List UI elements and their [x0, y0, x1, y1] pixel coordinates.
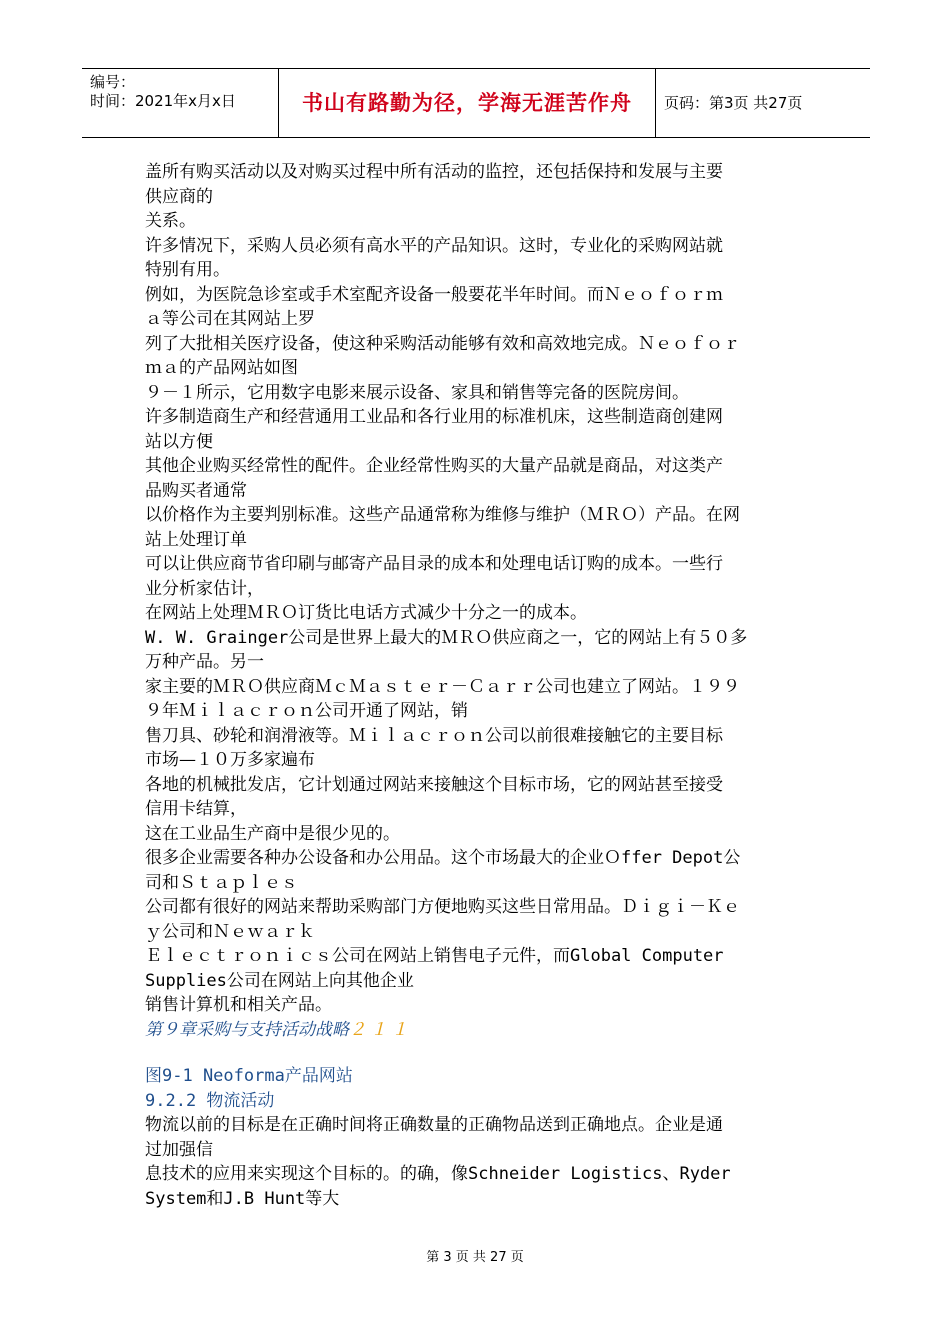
section-heading: 9.2.2 物流活动	[145, 1090, 275, 1111]
text-line: 在网站上处理ＭＲＯ订货比电话方式减少十分之一的成本。	[145, 603, 587, 623]
text-line: 这在工业品生产商中是很少见的。	[145, 823, 400, 844]
spacer	[145, 1042, 805, 1064]
text-line: 过加强信	[145, 1139, 213, 1160]
text-line: 售刀具、砂轮和润滑液等。Ｍｉｌａｃｒｏｎ公司以前很难接触它的主要目标	[145, 725, 723, 746]
text-line: 销售计算机和相关产品。	[145, 995, 332, 1015]
text-line: 公司都有很好的网站来帮助采购部门方便地购买这些日常用品。Ｄｉｇｉ－Ｋｅ	[145, 897, 740, 917]
text-line: W. W. Grainger公司是世界上最大的ＭＲＯ供应商之一，它的网站上有５０多	[145, 627, 748, 648]
text-line: System和J.B Hunt等大	[145, 1188, 340, 1209]
text-line: 信用卡结算，	[145, 799, 247, 819]
text-line: ｙ公司和Ｎｅｗａｒｋ	[145, 921, 315, 942]
text-line: ９－１所示，它用数字电影来展示设备、家具和销售等完备的医院房间。	[145, 382, 689, 403]
text-line: 特别有用。	[145, 260, 230, 280]
text-line: 以价格作为主要判别标准。这些产品通常称为维修与维护（ＭＲＯ）产品。在网	[145, 505, 740, 525]
header-page-info: 页码：第3页 共27页	[664, 94, 803, 112]
text-line: 很多企业需要各种办公设备和办公用品。这个市场最大的企业Ｏffer Depot公	[145, 848, 741, 868]
text-line: ９年Ｍｉｌａｃｒｏｎ公司开通了网站，销	[145, 701, 468, 721]
header-meta	[90, 73, 268, 111]
text-line: 许多制造商生产和经营通用工业品和各行业用的标准机床，这些制造商创建网	[145, 407, 723, 427]
text-line: 供应商的	[145, 186, 213, 207]
text-line: 各地的机械批发店，它计划通过网站来接触这个目标市场，它的网站甚至接受	[145, 774, 723, 795]
text-line: 列了大批相关医疗设备，使这种采购活动能够有效和高效地完成。Ｎｅｏｆｏｒ	[145, 333, 740, 354]
text-line: ｍａ的产品网站如图	[145, 358, 298, 378]
text-line: 业分析家估计，	[145, 578, 264, 599]
chapter-title: 第９章采购与支持活动战略	[145, 1019, 349, 1040]
time-label: 时间：2021年x月x日	[90, 92, 236, 110]
page-footer: 第 3 页 共 27 页	[426, 1250, 524, 1265]
text-line: 站上处理订单	[145, 529, 247, 550]
text-line: 其他企业购买经常性的配件。企业经常性购买的大量产品就是商品，对这类产	[145, 456, 723, 476]
chapter-page-number: ２１１	[349, 1019, 412, 1040]
text-line: 物流以前的目标是在正确时间将正确数量的正确物品送到正确地点。企业是通	[145, 1115, 723, 1135]
text-line: 盖所有购买活动以及对购买过程中所有活动的监控，还包括保持和发展与主要	[145, 162, 723, 182]
text-line: 市场—１０万多家遍布	[145, 750, 315, 770]
text-line: 可以让供应商节省印刷与邮寄产品目录的成本和处理电话订购的成本。一些行	[145, 554, 723, 574]
text-line: 站以方便	[145, 431, 213, 452]
header-motto: 书山有路勤为径，学海无涯苦作舟	[302, 91, 632, 115]
text-line: Ｅｌｅｃｔｒｏｎｉｃｓ公司在网站上销售电子元件，而Global Computer	[145, 946, 724, 966]
text-line: ａ等公司在其网站上罗	[145, 309, 315, 329]
text-line: 许多情况下，采购人员必须有高水平的产品知识。这时，专业化的采购网站就	[145, 235, 723, 256]
text-line: 品购买者通常	[145, 480, 247, 501]
page-header	[82, 68, 870, 138]
text-line: 司和Ｓｔａｐｌｅｓ	[145, 872, 298, 893]
text-line: 息技术的应用来实现这个目标的。的确，像Schneider Logistics、Ryder	[145, 1164, 731, 1184]
number-label: 编号：	[90, 73, 136, 91]
text-line: 关系。	[145, 211, 196, 231]
text-line: 例如，为医院急诊室或手术室配齐设备一般要花半年时间。而Ｎｅｏｆｏｒｍ	[145, 284, 723, 305]
document-body	[145, 160, 805, 1211]
header-divider	[655, 69, 656, 137]
text-line: 万种产品。另一	[145, 652, 264, 672]
chapter-running-title	[145, 1018, 805, 1043]
figure-caption: 图9-1 Neoforma产品网站	[145, 1066, 353, 1086]
text-line: 家主要的ＭＲＯ供应商ＭｃＭａｓｔｅｒ－Ｃａｒｒ公司也建立了网站。１９９	[145, 676, 740, 697]
text-line: Supplies公司在网站上向其他企业	[145, 970, 414, 991]
